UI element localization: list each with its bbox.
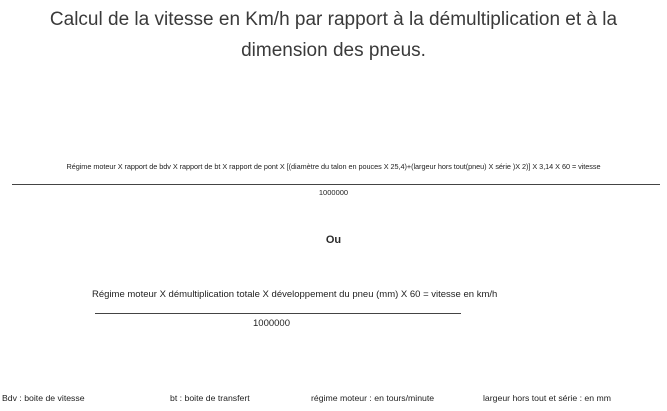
formula-1-numerator: Régime moteur X rapport de bdv X rapport de bt X rapport de pont X [(diamètre du talon en pouces X 25,4)+(largeur hors tout(pneu) X série )X 2)] X 3,14 X 60 = vitesse — [66, 162, 601, 171]
formula-2-numerator: Régime moteur X démultiplication totale X développement du pneu (mm) X 60 = vitesse en km/h — [92, 289, 498, 300]
legend-item-regime: régime moteur : en tours/minute — [311, 393, 435, 403]
legend — [0, 393, 667, 407]
legend-item-bt: bt : boite de transfert — [170, 393, 250, 403]
title-line-2: dimension des pneus. — [241, 40, 426, 61]
formula-2-denominator: 1000000 — [253, 318, 290, 329]
page-title — [0, 4, 667, 66]
formula-1-fraction-bar — [12, 184, 660, 185]
title-line-1: Calcul de la vitesse en Km/h par rapport à la démultiplication et à la — [49, 9, 618, 30]
legend-item-bdv: Bdv : boite de vitesse — [2, 393, 85, 403]
formula-1-denominator: 1000000 — [318, 188, 349, 197]
formula-2-fraction-bar — [95, 313, 461, 314]
separator-ou: Ou — [325, 234, 342, 246]
legend-item-largeur: largeur hors tout et série : en mm — [483, 393, 611, 403]
